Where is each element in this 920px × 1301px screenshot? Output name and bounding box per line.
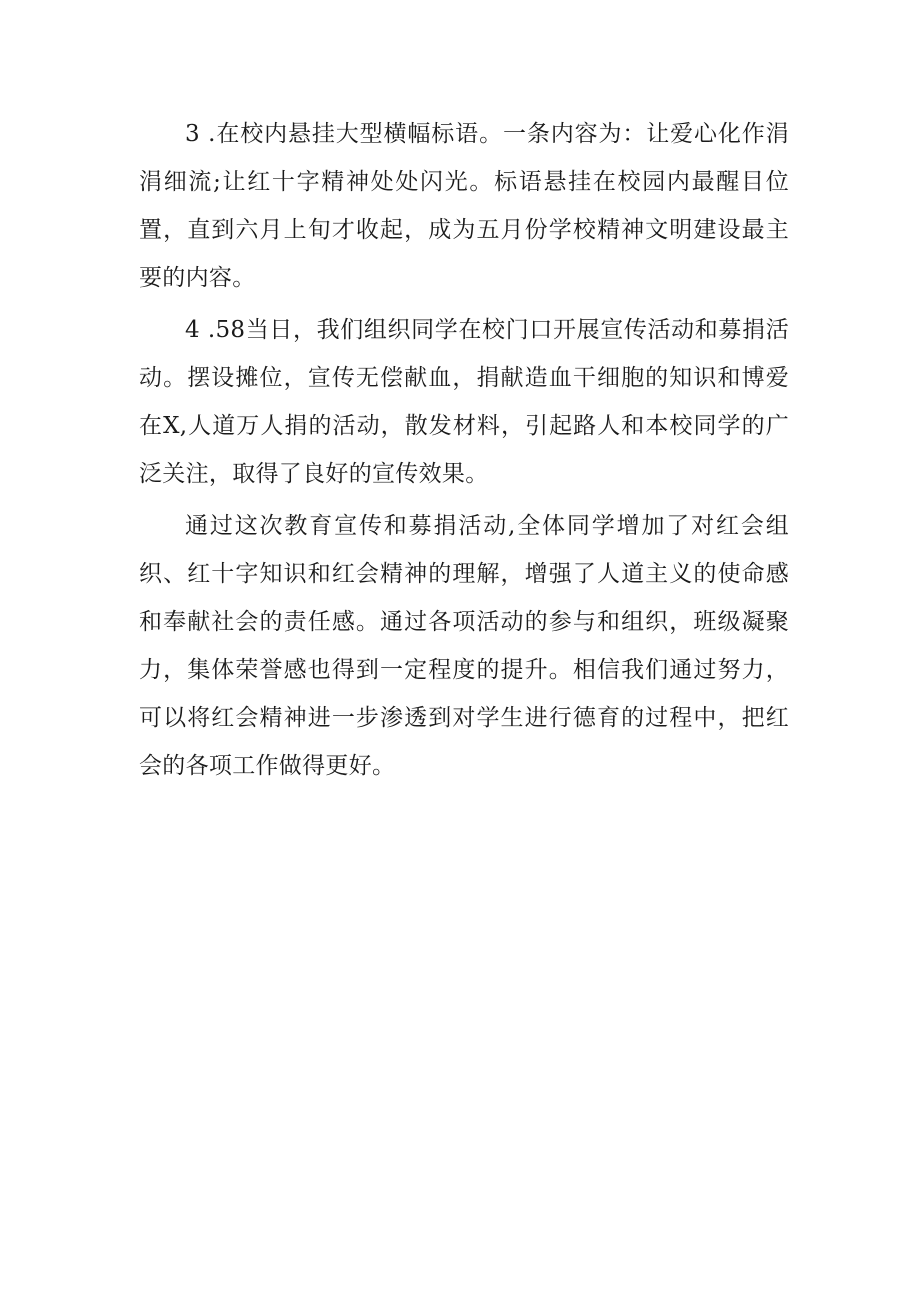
paragraph-banner-slogan: 3 .在校内悬挂大型横幅标语。一条内容为：让爱心化作涓涓细流;让红十字精神处处闪光。标语悬挂在校园内最醒目位置，直到六月上旬才收起，成为五月份学校精神文明建设最主要的内容。: [139, 121, 789, 291]
paragraph-conclusion: 通过这次教育宣传和募捐活动,全体同学增加了对红会组织、红十字知识和红会精神的理解，增强了人道主义的使命感和奉献社会的责任感。通过各项活动的参与和组织，班级凝聚力，集体荣誉感也得到一定程度的提升。相信我们通过努力，可以将红会精神进一步渗透到对学生进行德育的过程中，把红会的各项工作做得更好。: [139, 513, 789, 779]
paragraph-donation-event: 4 .58当日，我们组织同学在校门口开展宣传活动和募捐活动。摆设摊位，宣传无偿献血，捐献造血干细胞的知识和博爱在X,人道万人捐的活动，散发材料，引起路人和本校同学的广泛关注，取得了良好的宣传效果。: [139, 317, 789, 487]
document-body: [139, 110, 789, 794]
